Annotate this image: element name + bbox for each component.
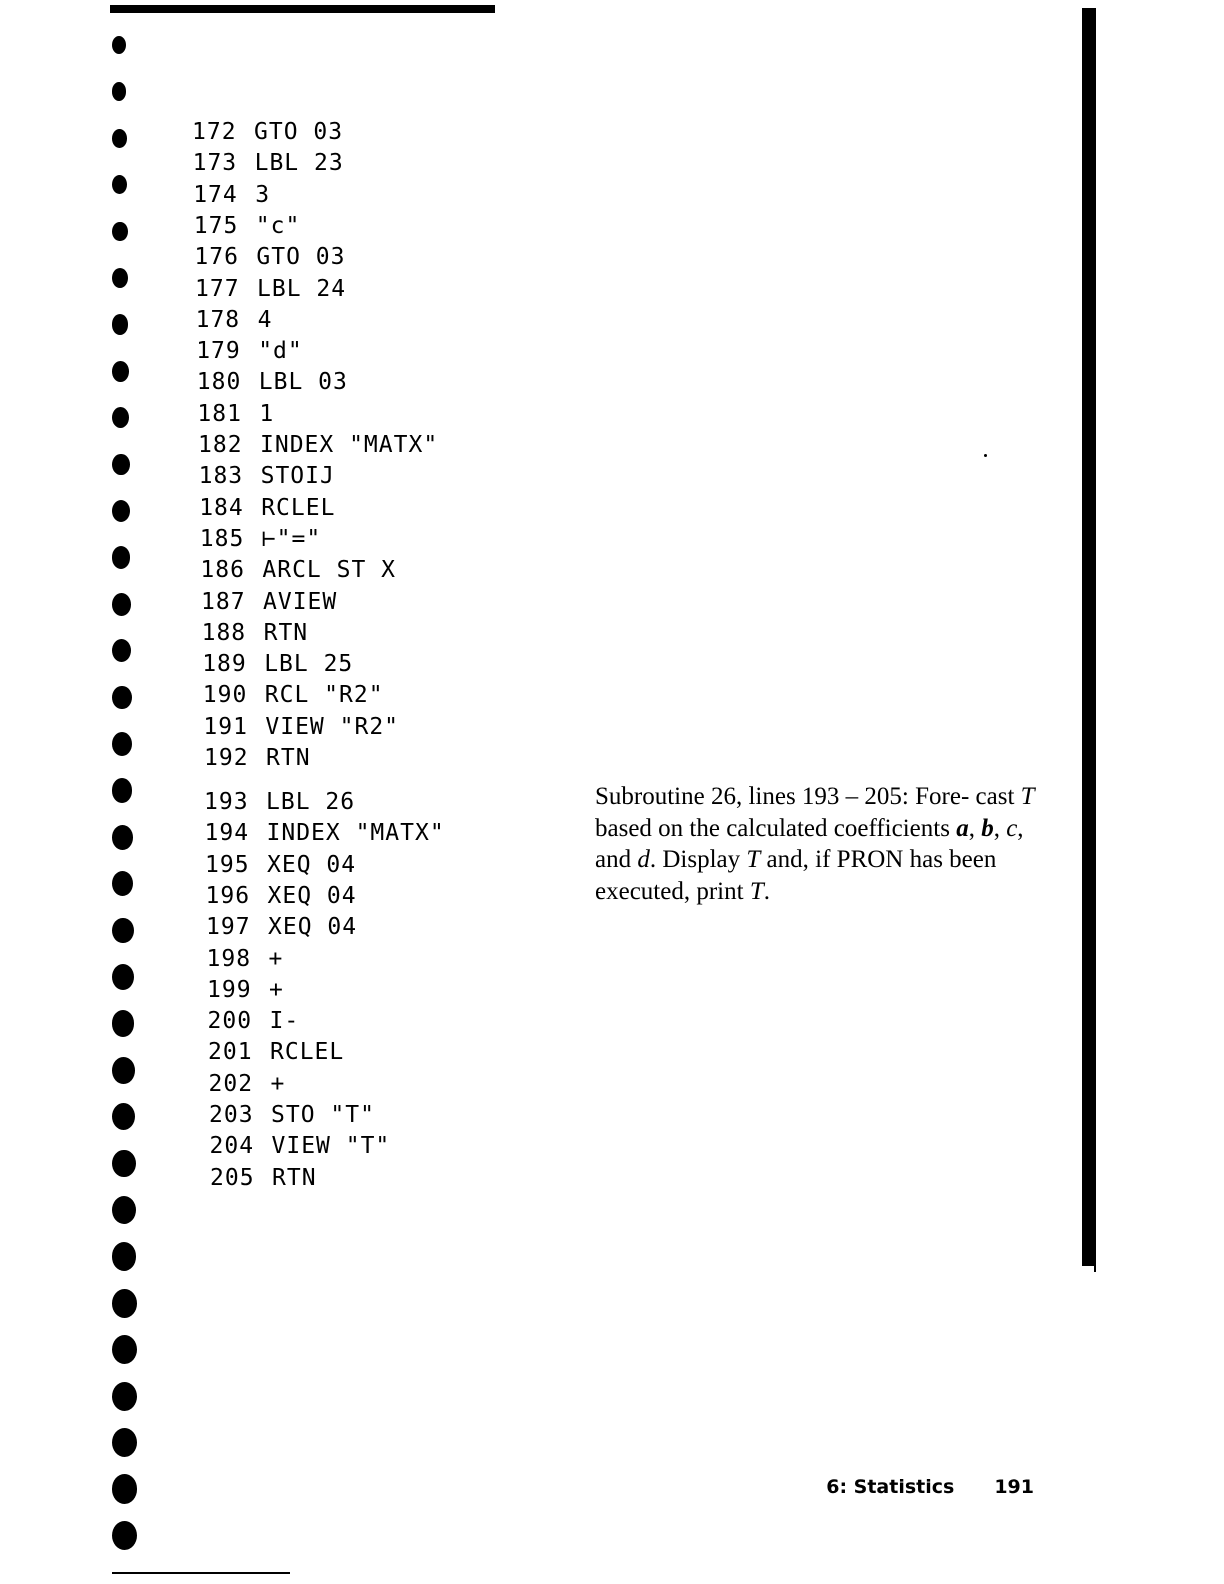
line-number: 188	[201, 619, 247, 646]
line-number: 202	[208, 1070, 254, 1097]
instruction: RTN	[263, 619, 309, 646]
instruction: VIEW "R2"	[265, 713, 400, 740]
desc-text: . Display	[649, 846, 747, 873]
desc-var: T	[749, 877, 764, 905]
listing-line	[202, 651, 353, 677]
page-edge-bar	[1082, 8, 1096, 1266]
line-number: 192	[204, 745, 249, 771]
listing-line	[201, 589, 337, 615]
line-number: 190	[202, 682, 248, 709]
instruction: INDEX "MATX"	[260, 432, 439, 458]
listing-line	[204, 745, 311, 771]
instruction: +	[270, 1070, 286, 1097]
instruction: RCL "R2"	[264, 682, 384, 709]
instruction: LBL 25	[264, 651, 354, 678]
listing-line	[203, 714, 399, 740]
instruction: 1	[259, 400, 275, 427]
instruction: LBL 23	[254, 150, 344, 177]
desc-text: .	[763, 877, 770, 905]
program-listing	[0, 0, 600, 1584]
instruction: RCLEL	[261, 494, 336, 521]
desc-var: b	[981, 814, 994, 842]
instruction: "c"	[255, 212, 301, 239]
line-number: 198	[206, 945, 252, 972]
instruction: LBL 03	[258, 369, 348, 396]
instruction: 4	[257, 306, 273, 333]
page-number: 191	[994, 1476, 1034, 1498]
listing-line	[206, 883, 357, 909]
instruction: ⊢"="	[261, 525, 322, 552]
line-number: 205	[210, 1164, 255, 1191]
line-number: 175	[193, 212, 239, 239]
listing-line	[198, 432, 438, 458]
desc-var: T	[1020, 783, 1035, 810]
line-number: 173	[192, 150, 238, 177]
desc-text: cast	[975, 783, 1021, 810]
line-number: 189	[202, 651, 247, 678]
desc-text: , and	[595, 814, 1024, 873]
line-number: 196	[205, 882, 251, 909]
listing-line	[210, 1133, 391, 1159]
listing-line	[193, 182, 270, 208]
desc-text: based on the calculated coefficients	[595, 814, 957, 842]
line-number: 172	[192, 119, 237, 145]
listing-line	[203, 682, 384, 708]
listing-line	[205, 820, 445, 846]
line-number: 191	[203, 713, 248, 740]
line-number: 176	[194, 244, 239, 271]
line-number: 194	[204, 820, 250, 847]
instruction: STO "T"	[271, 1102, 375, 1128]
listing-line	[207, 946, 284, 972]
listing-line	[196, 307, 273, 333]
listing-line	[205, 852, 356, 878]
speck-mark	[984, 454, 987, 457]
desc-var: T	[746, 846, 761, 873]
line-number: 201	[208, 1039, 253, 1066]
instruction: +	[269, 976, 284, 1003]
line-number: 180	[196, 369, 242, 396]
listing-line	[209, 1102, 375, 1128]
instruction: XEQ 04	[267, 851, 357, 878]
line-number: 174	[193, 181, 238, 208]
line-number: 184	[199, 494, 244, 521]
line-number: 186	[200, 557, 245, 584]
listing-line	[196, 338, 303, 364]
line-number: 199	[207, 976, 252, 1003]
instruction: XEQ 04	[268, 914, 358, 941]
desc-text: ,	[968, 814, 982, 842]
listing-line	[199, 495, 335, 521]
listing-line	[194, 244, 345, 270]
instruction: LBL 24	[257, 275, 347, 302]
listing-line	[195, 276, 346, 302]
line-number: 185	[199, 525, 245, 552]
line-number: 193	[204, 789, 249, 815]
desc-var: a	[956, 814, 969, 842]
line-number: 183	[198, 463, 244, 490]
listing-line	[209, 1071, 286, 1097]
line-number: 197	[206, 914, 251, 941]
page-edge-bar-tail	[1094, 1260, 1096, 1272]
desc-text: ,	[993, 814, 1007, 842]
listing-line	[202, 620, 309, 646]
footer-section: 6: Statistics	[826, 1476, 955, 1498]
listing-line	[208, 1039, 344, 1065]
page-footer	[826, 1476, 1034, 1498]
listing-line	[194, 213, 301, 239]
instruction: I-	[269, 1008, 300, 1035]
instruction: VIEW "T"	[271, 1133, 391, 1160]
instruction: RCLEL	[270, 1039, 345, 1066]
line-number: 203	[209, 1102, 254, 1128]
line-number: 200	[207, 1008, 253, 1035]
instruction: "d"	[258, 338, 303, 365]
instruction: STOIJ	[260, 463, 335, 490]
line-number: 187	[201, 588, 246, 615]
line-number: 204	[209, 1133, 255, 1160]
listing-line	[199, 463, 335, 489]
line-number: 195	[205, 851, 250, 878]
instruction: GTO 03	[254, 119, 344, 145]
line-number: 179	[196, 338, 241, 365]
line-number: 177	[195, 275, 240, 302]
instruction: INDEX "MATX"	[266, 820, 445, 847]
instruction: GTO 03	[256, 244, 346, 271]
instruction: XEQ 04	[267, 882, 357, 909]
desc-var: d	[637, 846, 650, 873]
desc-text: and, if PRON has been executed, print	[595, 846, 997, 905]
listing-line	[210, 1165, 317, 1191]
line-number: 178	[195, 306, 241, 333]
listing-line	[192, 119, 343, 145]
line-number: 182	[198, 432, 243, 458]
desc-text: Subroutine 26, lines 193 – 205: Fore-	[595, 783, 970, 810]
listing-line	[200, 557, 396, 583]
instruction: AVIEW	[263, 588, 338, 615]
listing-line	[197, 369, 348, 395]
listing-line	[197, 401, 274, 427]
instruction: ARCL ST X	[262, 557, 397, 584]
subroutine-description	[595, 781, 1035, 907]
instruction: 3	[255, 181, 271, 208]
line-number: 181	[197, 400, 242, 427]
instruction: +	[268, 945, 284, 972]
listing-line	[206, 914, 357, 940]
instruction: RTN	[272, 1164, 317, 1191]
listing-line	[207, 977, 284, 1003]
listing-line	[193, 150, 344, 176]
instruction: RTN	[266, 745, 311, 771]
instruction: LBL 26	[266, 789, 356, 815]
listing-line	[204, 789, 355, 815]
listing-line	[200, 526, 321, 552]
desc-var: c	[1006, 814, 1018, 842]
listing-line	[208, 1008, 300, 1034]
